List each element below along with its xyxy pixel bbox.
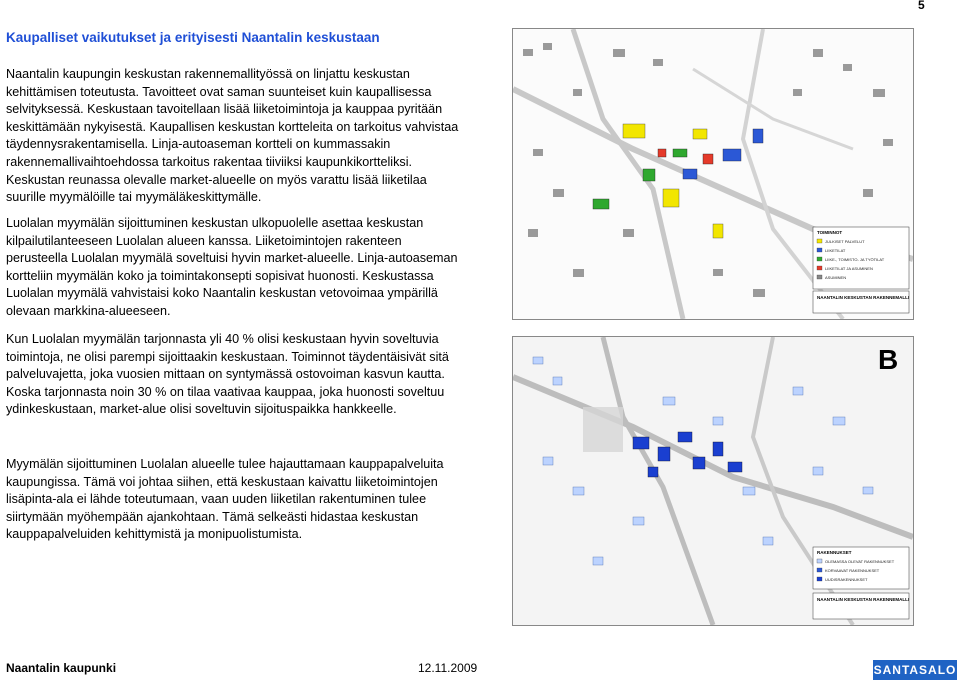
legend-item: ASUMINEN: [825, 275, 847, 280]
map-a-legend-title: TOIMINNOT: [817, 230, 843, 235]
legend-item: LIIKETILAT: [825, 248, 846, 253]
section-heading: Kaupalliset vaikutukset ja erityisesti Naantalin keskustaan: [6, 30, 380, 45]
paragraph-3: Kun Luolalan myymälän tarjonnasta yli 40 % olisi keskustaan hyvin soveltuvia toimintoja, ne olisi parempi sijoittaakin keskustaan. Toiminnot täydentäisivät sitä palveluvajetta, joka vuosien mittaan on syntymässä ostovoiman kasvun kautta. Koska tarjonnasta noin 30 % on tilaa vaativaa kauppaa, joka huonosti soveltuu ydinkeskustaan, market-alue olisi soveltuvin sijoituspaikka hankkeelle.: [6, 332, 449, 417]
structure-map-a: [512, 28, 914, 320]
legend-item: KORVAAVAT RAKENNUKSET: [825, 568, 880, 573]
page-number: 5: [918, 0, 925, 12]
santasalo-logo: SANTASALO: [873, 660, 957, 680]
map-b-title-box: NAANTALIN KESKUSTAN RAKENNEMALLI: [817, 597, 910, 602]
legend-item: LIIKE-, TOIMISTO- JA TYÖTILAT: [825, 257, 885, 262]
map-a-title-box: NAANTALIN KESKUSTAN RAKENNEMALLI: [817, 295, 910, 300]
legend-item: UUDISRAKENNUKSET: [825, 577, 868, 582]
map-b-legend-title: RAKENNUKSET: [817, 550, 852, 555]
paragraph-1: Naantalin kaupungin keskustan rakennemallityössä on linjattu keskustan kehittämisen toteutusta. Tavoitteet ovat saman suunteiset kuin kaupallisessa selvityksessä. Keskustaan tavoitellaan lisää liiketoimintoja ja kauppaa pyritään keskittämään nykyisestä. Kaupallisen keskustan kortteleita on tarkoitus vahvistaa täydennysrakentamisella. Linja-autoaseman kortteli on kummassakin rakennemallivaihtoehdossa tarkoitus rakentaa tiiviiksi kaupunkikortteliksi. Keskustan reunassa olevalle market-alueelle on myös varattu lisää liiketilaa suurille myymälöille tai myymäläkeskittymälle.: [6, 67, 459, 205]
map-b-letter: B: [878, 344, 899, 375]
legend-item: LIIKETILAT JA ASUMINEN: [825, 266, 873, 271]
legend-item: JULKISET PALVELUT: [825, 239, 865, 244]
structure-map-b: [512, 336, 914, 626]
paragraph-2: Luolalan myymälän sijoittuminen keskustan ulkopuolelle asettaa keskustan kilpailutilanteeseen Luolalan alueen kanssa. Liiketoimintojen rakenteen perusteella Luolalan myymälä soveltuisi hyvin market-alueelle. Linja-autoaseman kortteliin myymälän koko ja toimintakonsepti sopisivat huonosti. Keskustassa Luolalan myymälä vahvistaisi koko Naantalin keskustan vetovoimaa ympärillä olevaan markkina-alueeseen.: [6, 216, 458, 318]
paragraph-4: Myymälän sijoittuminen Luolalan alueelle tulee hajauttamaan kauppapalveluita kaupungissa. Tämä voi johtaa siihen, että keskustaan kaivattu liiketoimintojen lisäpinta-ala ei lähde toteutumaan, vaan uuden liiketilan rakentuminen tulee siirtymään myöhempään ajankohtaan. Tämä selkeästi hidastaa keskustan kauppapalveluiden kehittymistä ja monipuolistumista.: [6, 457, 444, 542]
footer-date: 12.11.2009: [418, 661, 478, 675]
legend-item: OLEMASSA OLEVAT RAKENNUKSET: [825, 559, 895, 564]
footer-organization: Naantalin kaupunki: [6, 661, 117, 675]
